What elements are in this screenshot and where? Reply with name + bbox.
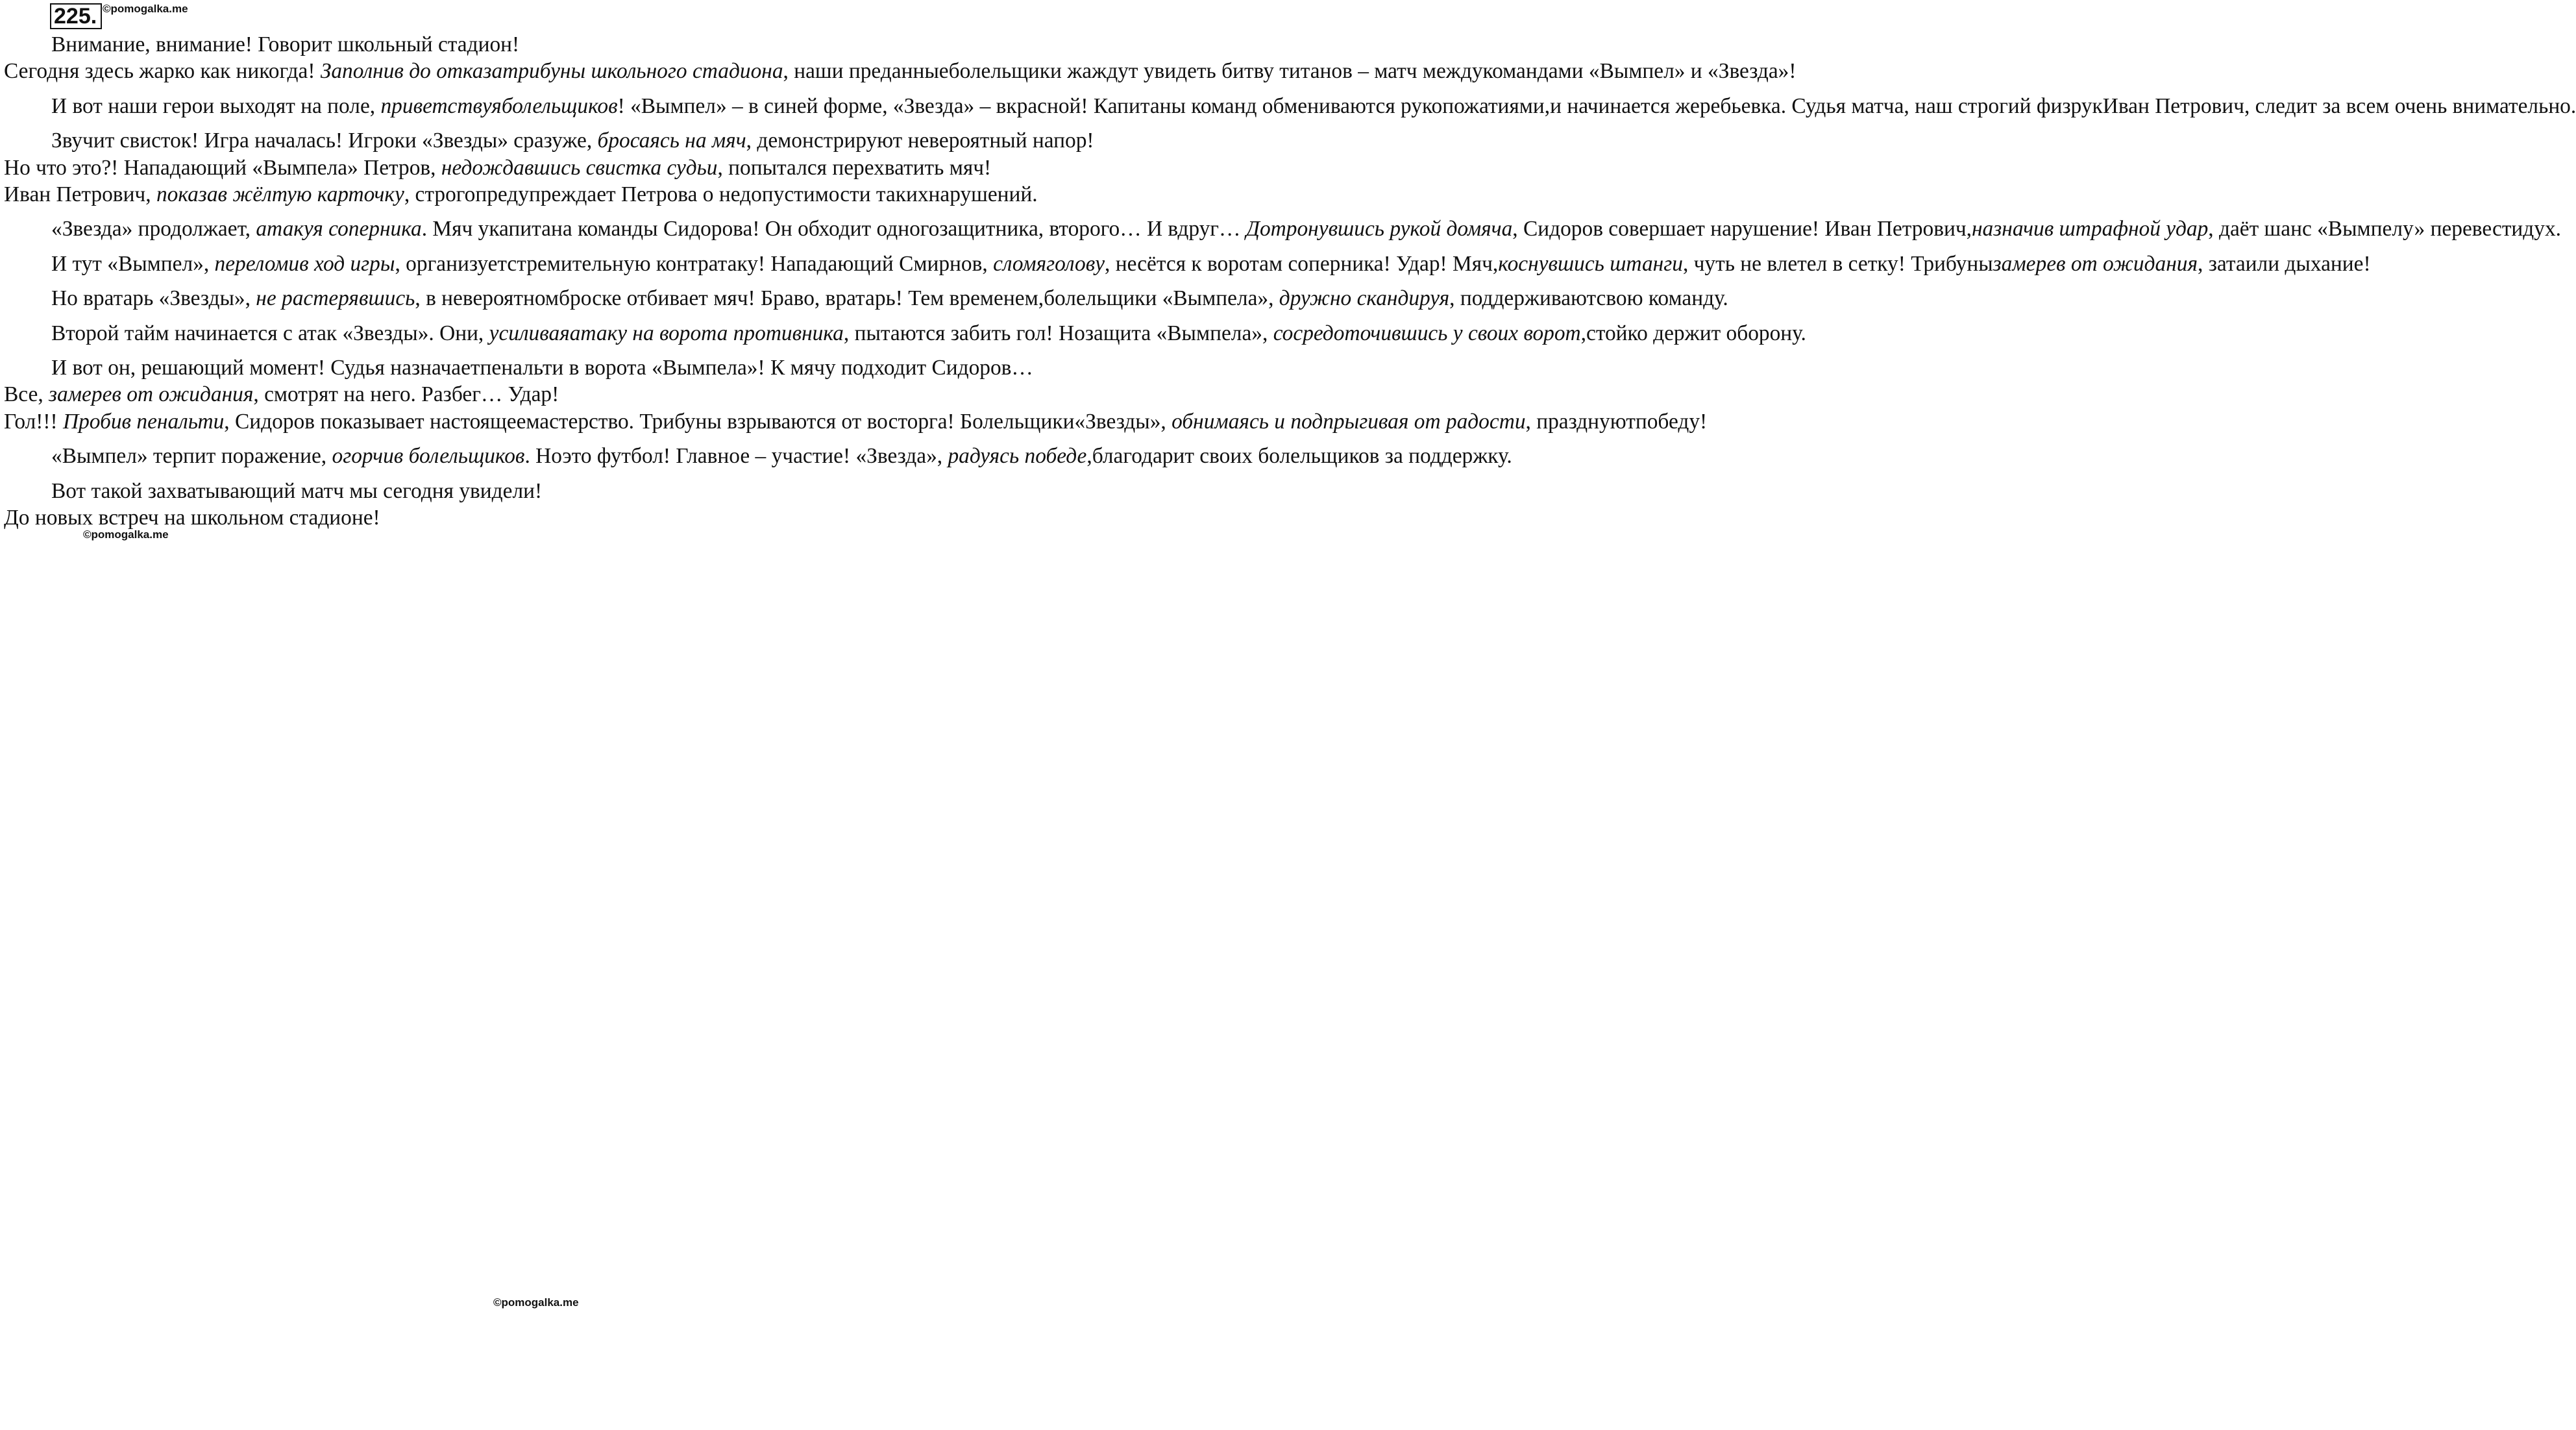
text-line: [570, 321, 1085, 345]
text-segment: Второй тайм начинается с атак «Звезды». Они,: [51, 321, 489, 345]
text-line: [1006, 94, 1550, 118]
exercise-number: 225.: [50, 3, 102, 29]
text-segment: командами «Вымпел» и «Звезда»!: [1482, 59, 1797, 84]
text-segment: , поддерживают: [1449, 286, 1597, 311]
paragraph-2: [4, 93, 2576, 119]
text-segment: нарушений.: [928, 182, 1038, 207]
text-line: [480, 356, 1033, 380]
paragraph-9: [4, 443, 1512, 469]
text-segment: , попытался перехватить мяч!: [717, 155, 992, 180]
text-line: [1636, 410, 1707, 434]
participle-phrase: дружно скандируя: [1279, 286, 1450, 311]
text-segment: И вот наши герои выходят на поле,: [51, 93, 381, 118]
text-line: [489, 217, 939, 241]
text-segment: «Звезды»,: [1074, 409, 1172, 434]
text-line: [1972, 217, 2523, 241]
participle-phrase: не растерявшись: [256, 286, 415, 311]
text-segment: красной! Капитаны команд обмениваются рукопожатиями,: [1006, 93, 1551, 118]
text-segment: ,: [1086, 444, 1092, 469]
text-line: [1046, 252, 1498, 276]
text-segment: И тут «Вымпел»,: [51, 251, 215, 276]
participle-phrase: сломя: [993, 251, 1047, 276]
participle-phrase: назначив штрафной удар: [1971, 217, 2209, 241]
text-line: [1483, 59, 1797, 83]
text-segment: благодарит своих болельщиков за поддержку.: [1092, 444, 1512, 469]
text-segment: болельщики «Вымпела»,: [1044, 286, 1279, 311]
text-line: [1085, 321, 1586, 345]
participle-phrase: трибуны школьного стадиона: [502, 59, 783, 84]
text-line: [502, 59, 948, 83]
text-line: [4, 94, 502, 118]
text-line: [1586, 321, 1806, 345]
text-line: [4, 321, 570, 345]
participle-phrase: приветствуя: [380, 93, 502, 118]
text-line: [949, 59, 1483, 83]
text-segment: стремительную контратаку! Нападающий Смирнов,: [507, 251, 994, 276]
text-line: [4, 356, 480, 380]
text-segment: Но вратарь «Звезды»,: [51, 286, 256, 311]
text-segment: Иван Петрович,: [4, 182, 156, 207]
text-segment: Гол!!!: [4, 409, 63, 434]
participle-phrase: сосредоточившись у своих ворот: [1273, 321, 1581, 345]
participle-phrase: болельщиков: [501, 93, 618, 118]
participle-phrase: обнимаясь и подпрыгивая от радости: [1171, 409, 1526, 434]
text-segment: . Но: [524, 444, 563, 469]
text-line: [4, 506, 380, 530]
text-line: [4, 410, 526, 434]
text-segment: , чуть не влетел в сетку! Трибуны: [1682, 251, 1993, 276]
text-segment: защита «Вымпела»,: [1085, 321, 1273, 345]
participle-phrase: атакуя соперника: [256, 217, 422, 241]
text-line: [4, 59, 502, 83]
text-segment: дух.: [2523, 217, 2562, 241]
paragraph-7: [4, 320, 1806, 347]
paragraph-10: [4, 478, 620, 532]
text-segment: Вот такой захватывающий матч мы сегодня увидели!: [51, 478, 543, 503]
text-segment: И вот он, решающий момент! Судья назначает: [51, 356, 480, 380]
text-line: [4, 444, 562, 468]
text-line: [1092, 444, 1512, 468]
text-segment: , строго: [404, 182, 476, 207]
text-line: [526, 410, 1074, 434]
text-segment: , пытаются забить гол! Но: [843, 321, 1085, 345]
text-segment: ,: [1580, 321, 1587, 345]
text-line: [2103, 94, 2576, 118]
text-segment: пенальти в ворота «Вымпела»! К мячу подходит Сидоров…: [480, 356, 1033, 380]
text-segment: и начинается жеребьевка. Судья матча, наш строгий физрук: [1550, 93, 2103, 118]
paragraph-3: [4, 127, 1094, 208]
text-segment: свою команду.: [1596, 286, 1728, 311]
text-segment: «Вымпел» терпит поражение,: [51, 444, 332, 469]
participle-phrase: показав жёлтую карточку: [156, 182, 404, 207]
watermark-bottom: ©pomogalka.me: [493, 1296, 579, 1309]
text-line: [461, 156, 991, 180]
participle-phrase: замерев от ожидания: [49, 382, 254, 407]
participle-phrase: усиливая: [489, 321, 570, 345]
text-line: [1498, 252, 1993, 276]
text-line: [1074, 410, 1635, 434]
text-line: [4, 286, 559, 310]
text-line: [939, 217, 1467, 241]
participle-phrase: не: [441, 155, 461, 180]
text-line: [562, 444, 1092, 468]
watermark-middle: ©pomogalka.me: [83, 528, 169, 541]
text-line: [1044, 286, 1596, 310]
participle-phrase: мяча: [1467, 217, 1513, 241]
participle-phrase: замерев от ожидания: [1993, 251, 2198, 276]
text-line: [4, 252, 507, 276]
participle-phrase: дождавшись свистка судьи: [461, 155, 718, 180]
participle-phrase: атаку на ворота противника: [569, 321, 844, 345]
watermark-top: ©pomogalka.me: [103, 3, 188, 15]
paragraph-4: [4, 216, 2562, 242]
text-segment: предупреждает Петрова о недопустимости таких: [475, 182, 929, 207]
text-line: [4, 217, 489, 241]
text-segment: , наши преданные: [783, 59, 949, 84]
participle-phrase: огорчив болельщиков: [332, 444, 525, 469]
text-segment: , Сидоров совершает нарушение! Иван Петрович,: [1512, 217, 1972, 241]
text-line: [475, 182, 928, 206]
text-line: [562, 129, 1094, 153]
text-line: [1550, 94, 2103, 118]
text-segment: стойко держит оборону.: [1586, 321, 1806, 345]
paragraph-8: [4, 354, 1708, 435]
exercise-text: [4, 31, 2576, 539]
text-segment: «Звезда» продолжает,: [51, 217, 256, 241]
participle-phrase: Заполнив до отказа: [320, 59, 503, 84]
text-line: [4, 479, 542, 503]
text-line: [4, 182, 475, 206]
participle-phrase: Пробив пенальти: [63, 409, 225, 434]
text-segment: защитника, второго… И вдруг…: [939, 217, 1246, 241]
text-segment: ! «Вымпел» – в синей форме, «Звезда» – в: [617, 93, 1007, 118]
text-segment: Иван Петрович, следит за всем очень внимательно.: [2102, 93, 2576, 118]
text-segment: броске отбивает мяч! Браво, вратарь! Тем временем,: [559, 286, 1044, 311]
text-line: [4, 382, 559, 406]
text-line: [929, 182, 1038, 206]
text-line: [4, 156, 461, 180]
text-segment: , в невероятном: [415, 286, 559, 311]
participle-phrase: переломив ход игры: [214, 251, 395, 276]
text-line: [559, 286, 1044, 310]
text-line: [1467, 217, 1972, 241]
text-segment: До новых встреч на школьном стадионе!: [4, 506, 380, 530]
text-segment: , несётся к воротам соперника! Удар! Мяч,: [1105, 251, 1499, 276]
text-line: [4, 129, 562, 153]
text-line: [502, 94, 1007, 118]
text-line: [4, 32, 519, 56]
text-segment: Все,: [4, 382, 49, 407]
text-segment: , даёт шанс «Вымпелу» перевести: [2208, 217, 2523, 241]
participle-phrase: бросаясь на мяч: [597, 129, 746, 153]
participle-phrase: коснувшись штанги: [1498, 251, 1683, 276]
text-line: [1993, 252, 2371, 276]
participle-phrase: радуясь победе: [948, 444, 1087, 469]
paragraph-1: [4, 31, 1797, 85]
participle-phrase: голову: [1046, 251, 1105, 276]
text-segment: это футбол! Главное – участие! «Звезда»,: [562, 444, 948, 469]
text-line: [507, 252, 1046, 276]
paragraph-6: [4, 285, 1728, 312]
participle-phrase: Дотронувшись рукой до: [1245, 217, 1467, 241]
paragraph-5: [4, 251, 2371, 277]
text-segment: , затаили дыхание!: [2198, 251, 2371, 276]
text-segment: победу!: [1635, 409, 1708, 434]
text-segment: же,: [562, 129, 598, 153]
text-line: [2523, 217, 2561, 241]
text-segment: Но что это?! Нападающий «Вымпела» Петров,: [4, 155, 441, 180]
text-segment: , празднуют: [1525, 409, 1636, 434]
text-segment: Сегодня здесь жарко как никогда!: [4, 59, 321, 84]
text-segment: Звучит свисток! Игра началась! Игроки «Звезды» сразу: [51, 129, 563, 153]
text-segment: , смотрят на него. Разбег… Удар!: [253, 382, 559, 407]
text-segment: мастерство. Трибуны взрываются от восторга! Болельщики: [526, 409, 1075, 434]
text-segment: , организует: [395, 251, 508, 276]
text-line: [1597, 286, 1728, 310]
text-segment: капитана команды Сидорова! Он обходит одного: [489, 217, 940, 241]
text-segment: , Сидоров показывает настоящее: [224, 409, 526, 434]
text-segment: . Мяч у: [421, 217, 489, 241]
text-segment: Внимание, внимание! Говорит школьный стадион!: [51, 32, 520, 56]
text-segment: , демонстрируют невероятный напор!: [746, 129, 1094, 153]
text-segment: болельщики жаждут увидеть битву титанов – матч между: [948, 59, 1483, 84]
